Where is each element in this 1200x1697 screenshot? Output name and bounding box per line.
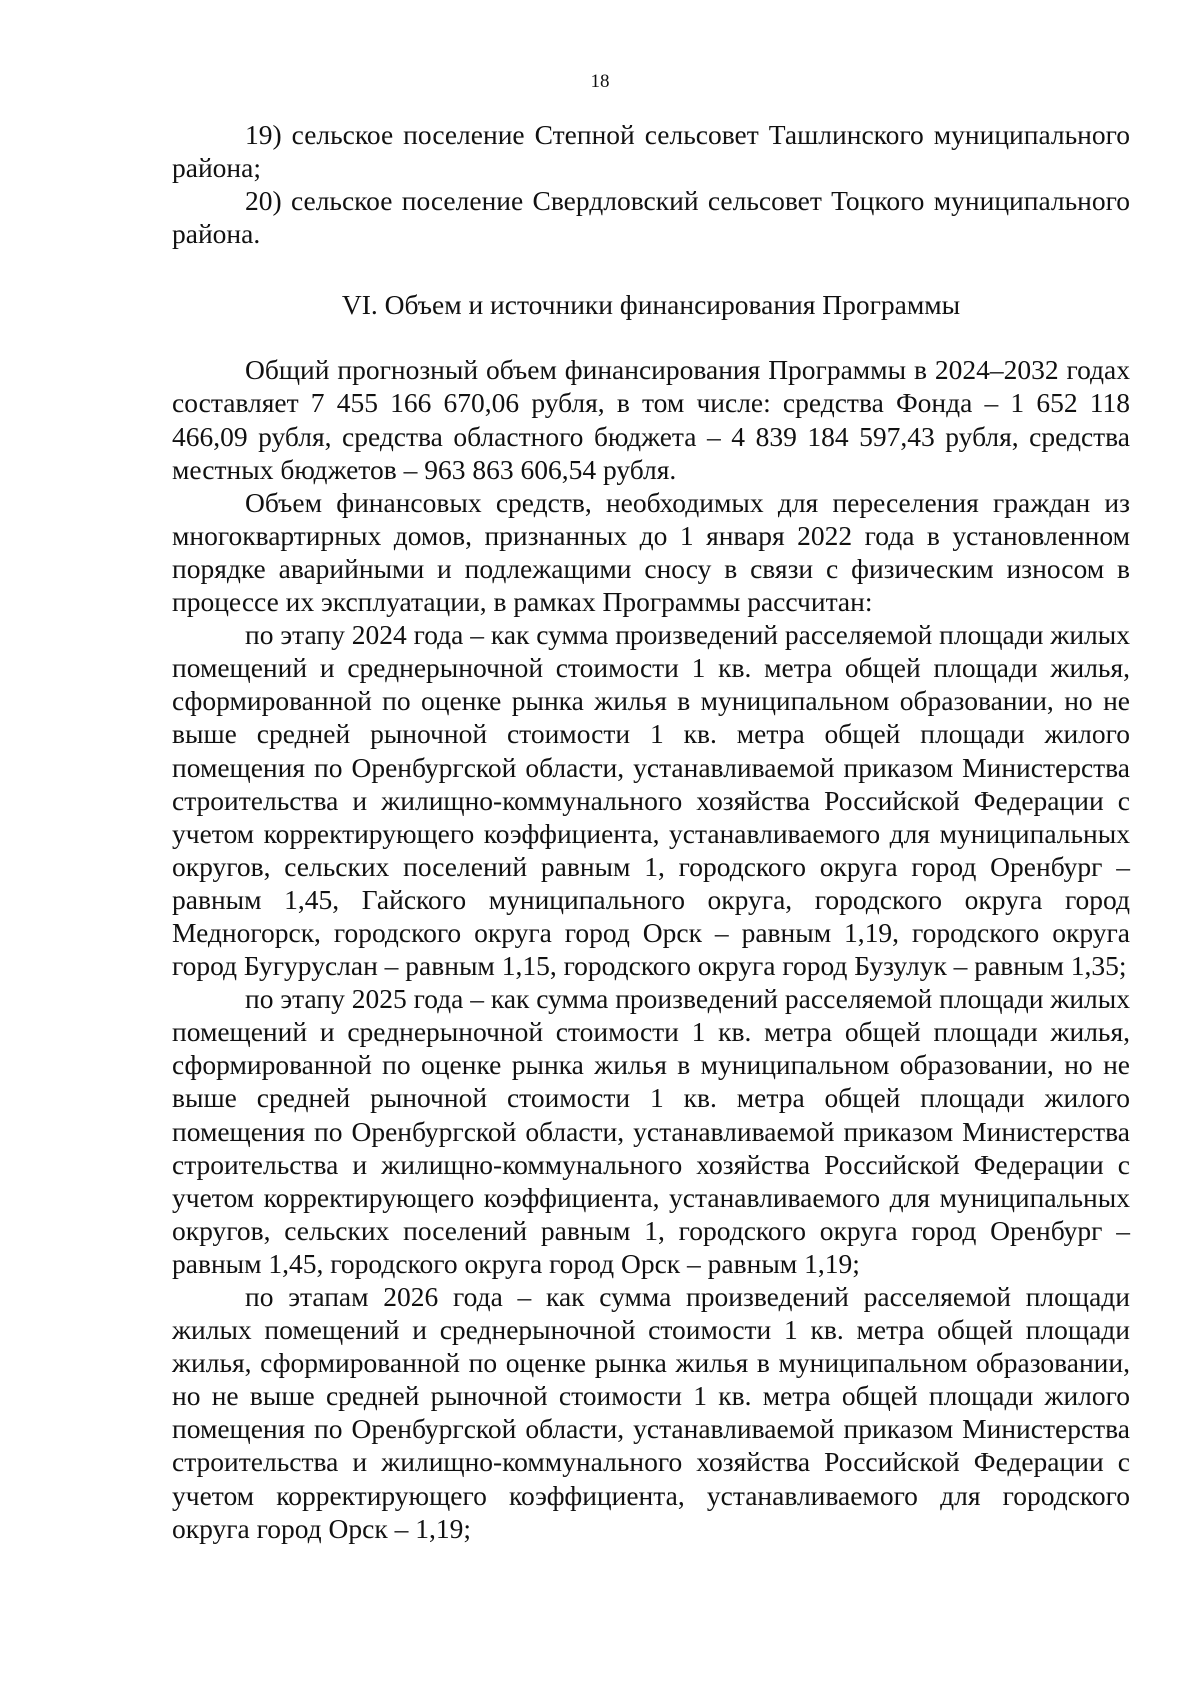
page-number: 18 xyxy=(590,71,610,92)
paragraph-calculation-intro: Объем финансовых средств, необходимых для переселения граждан из многоквартирных домов, признанных до 1 января 2022 года в установленном порядке аварийными и подлежащими сносу в связи с физическим износом в процессе их эксплуатации, в рамках Программы рассчитан: xyxy=(172,486,1130,618)
section-heading: VI. Объем и источники финансирования Программы xyxy=(341,289,961,321)
list-item: 19) сельское поселение Степной сельсовет Ташлинского муниципального района; xyxy=(172,119,1130,184)
list-item: 20) сельское поселение Свердловский сельсовет Тоцкого муниципального района. xyxy=(172,185,1130,250)
paragraph-stage-2025: по этапу 2025 года – как сумма произведений расселяемой площади жилых помещений и среднерыночной стоимости 1 кв. метра общей площади жилья, сформированной по оценке рынка жилья в муниципальном образовании, но не выше средней рыночной стоимости 1 кв. метра общей площади жилого помещения по Оренбургской области, устанавливаемой приказом Министерства строительства и жилищно-коммунального хозяйства Российской Федерации с учетом корректирующего коэффициента, устанавливаемого для муниципальных округов, сельских поселений равным 1, городского округа город Оренбург – равным 1,45, городского округа город Орск – равным 1,19; xyxy=(172,983,1130,1279)
paragraph-financing-total: Общий прогнозный объем финансирования Программы в 2024–2032 годах составляет 7 455 166 670,06 рубля, в том числе: средства Фонда – 1 652 118 466,09 рубля, средства областного бюджета – 4 839 184 597,43 рубля, средства местных бюджетов – 963 863 606,54 рубля. xyxy=(172,354,1130,485)
paragraph-stage-2026: по этапам 2026 года – как сумма произведений расселяемой площади жилых помещений и среднерыночной стоимости 1 кв. метра общей площади жилья, сформированной по оценке рынка жилья в муниципальном образовании, но не выше средней рыночной стоимости 1 кв. метра общей площади жилого помещения по Оренбургской области, устанавливаемой приказом Министерства строительства и жилищно-коммунального хозяйства Российской Федерации с учетом корректирующего коэффициента, устанавливаемого для городского округа город Орск – 1,19; xyxy=(172,1281,1130,1544)
paragraph-stage-2024: по этапу 2024 года – как сумма произведений расселяемой площади жилых помещений и среднерыночной стоимости 1 кв. метра общей площади жилья, сформированной по оценке рынка жилья в муниципальном образовании, но не выше средней рыночной стоимости 1 кв. метра общей площади жилого помещения по Оренбургской области, устанавливаемой приказом Министерства строительства и жилищно-коммунального хозяйства Российской Федерации с учетом корректирующего коэффициента, устанавливаемого для муниципальных округов, сельских поселений равным 1, городского округа город Оренбург – равным 1,45, Гайского муниципального округа, городского округа город Медногорск, городского округа город Орск – равным 1,19, городского округа город Бугуруслан – равным 1,15, городского округа город Бузулук – равным 1,35; xyxy=(172,619,1130,982)
document-body xyxy=(172,118,1130,1545)
